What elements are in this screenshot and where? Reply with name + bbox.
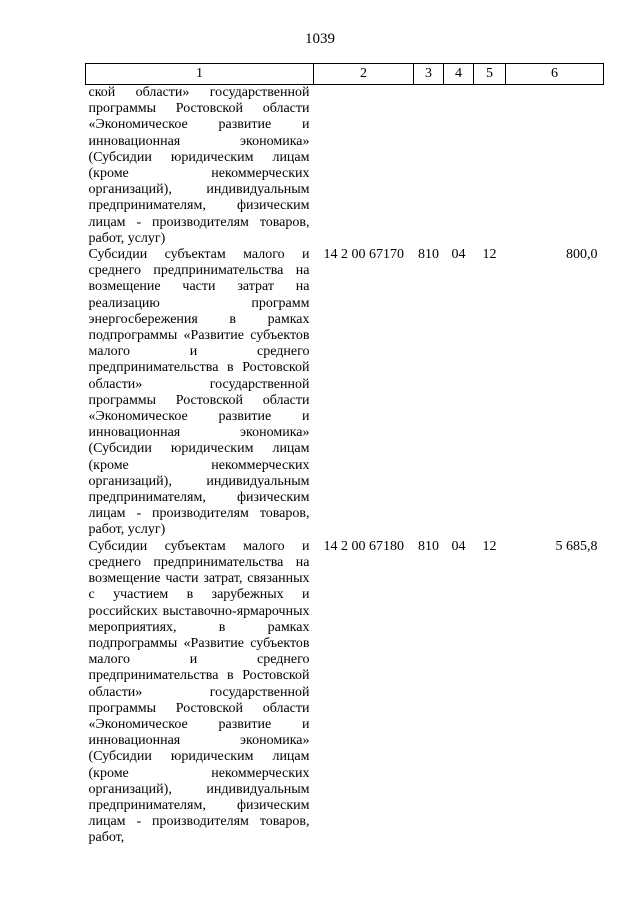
row-col5 — [474, 85, 506, 248]
row-col4: 04 — [451, 538, 466, 554]
row-code — [314, 85, 414, 248]
header-col-2: 2 — [314, 64, 414, 85]
row-code: 14 2 00 67170 — [323, 247, 404, 263]
page-number: 1039 — [305, 31, 335, 47]
row-amount: 5 685,8 — [555, 538, 598, 554]
row-col4: 04 — [451, 247, 466, 263]
row-amount — [506, 85, 604, 248]
table-row — [86, 85, 604, 248]
row-description: ской области» государственной программы Ростовской области «Экономическое развитие и инновационная экономика» (Субсидии юридическим лицам (кроме некоммерческих организаций), индивидуальным предпринимателям, физическим лицам - производителям товаров, работ, услуг) — [88, 85, 310, 246]
header-col-6: 6 — [506, 64, 604, 85]
table-header-row — [86, 64, 604, 85]
row-col3: 810 — [418, 538, 439, 554]
header-col-4: 4 — [444, 64, 474, 85]
row-amount: 800,0 — [566, 247, 598, 263]
budget-table — [85, 63, 604, 847]
row-description: Субсидии субъектам малого и среднего предпринимательства на возмещение части затрат на реализацию программ энергосбережения в рамках подпрограммы «Развитие субъектов малого и среднего предпринимательства в Ростовской области» государственной программы Ростовской области «Экономическое развитие и инновационная экономика» (Субсидии юридическим лицам (кроме некоммерческих организаций), индивидуальным предпринимателям, физическим лицам - производителям товаров, работ, услуг) — [88, 247, 310, 538]
row-col5: 12 — [482, 247, 497, 263]
row-col3 — [414, 85, 444, 248]
row-col4 — [444, 85, 474, 248]
table-row — [86, 539, 604, 847]
row-description: Субсидии субъектам малого и среднего предпринимательства на возмещение части затрат, связанных с участием в зарубежных и российских выставочно-ярмарочных мероприятиях, в рамках подпрограммы «Развитие субъектов малого и среднего предпринимательства в Ростовской области» государственной программы Ростовской области «Экономическое развитие и инновационная экономика» (Субсидии юридическим лицам (кроме некоммерческих организаций), индивидуальным предпринимателям, физическим лицам - производителям товаров, работ, — [88, 538, 310, 846]
table-row — [86, 247, 604, 539]
header-col-3: 3 — [414, 64, 444, 85]
row-col3: 810 — [418, 247, 439, 263]
row-col5: 12 — [482, 538, 497, 554]
header-col-5: 5 — [474, 64, 506, 85]
header-col-1: 1 — [86, 64, 314, 85]
row-code: 14 2 00 67180 — [323, 538, 404, 554]
